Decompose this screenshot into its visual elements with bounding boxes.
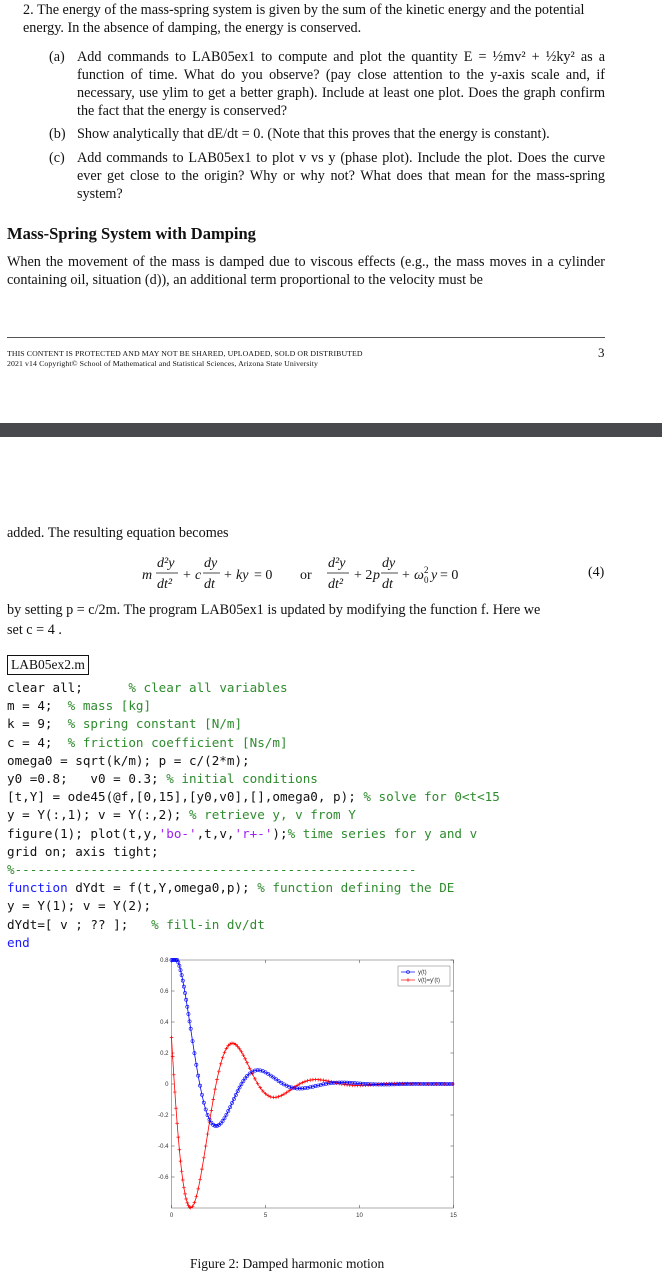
x-tick-label: 15 — [450, 1213, 457, 1219]
y-tick-label: 0.4 — [160, 1020, 169, 1026]
page-number: 3 — [598, 345, 605, 360]
code-line — [7, 843, 159, 861]
code-text: m = 4; — [7, 698, 68, 714]
code-line — [7, 788, 500, 806]
code-comment: % friction coefficient [Ns/m] — [67, 734, 288, 750]
code-line — [7, 879, 454, 897]
part-c-text: Add commands to LAB05ex1 to plot v vs y (phase plot). Include the plot. Does the curve ever get close to the origin? Why or why not? What does that mean for the mass-spring system? — [77, 150, 605, 202]
code-keyword: function — [7, 880, 68, 896]
code-line — [7, 861, 416, 879]
code-line — [7, 806, 356, 824]
section-paragraph: When the movement of the mass is damped due to viscous effects (e.g., the mass moves in a cylinder containing oil, situation (d)), an additional term proportional to the velocity must be — [7, 254, 605, 288]
footer-notice: THIS CONTENT IS PROTECTED AND MAY NOT BE SHARED, UPLOADED, SOLD OR DISTRIBUTED — [7, 349, 363, 358]
code-comment: %----------------------------------------------------- — [7, 862, 417, 877]
code-text: ,t,v, — [196, 825, 235, 841]
equation-4 — [142, 553, 612, 595]
code-keyword: end — [7, 934, 30, 950]
page-separator — [0, 423, 662, 437]
code-line — [7, 916, 265, 934]
svg-text:ω: ω — [414, 568, 424, 583]
svg-text:c: c — [195, 568, 202, 583]
code-comment: % solve for 0<t<15 — [363, 789, 500, 805]
code-text: [t,Y] = ode45(@f,[0,15],[y0,v0],[],omega0, p); — [7, 789, 364, 805]
code-text: omega0 = sqrt(k/m); p = c/(2*m); — [7, 752, 250, 768]
code-text: y = Y(:,1); v = Y(:,2); — [7, 807, 189, 823]
part-c-label: (c) — [49, 150, 65, 166]
code-text: figure(1); plot(t,y, — [7, 825, 159, 841]
part-c — [49, 149, 605, 203]
item-2 — [23, 1, 613, 37]
svg-text:y: y — [431, 568, 438, 583]
svg-text:dy: dy — [382, 556, 396, 571]
code-comment: % retrieve y, v from Y — [188, 807, 356, 823]
code-comment: % function defining the DE — [257, 880, 455, 896]
intro-text: added. The resulting equation becomes — [7, 525, 229, 541]
figure-caption: Figure 2: Damped harmonic motion — [190, 1256, 385, 1271]
svg-text:+: + — [224, 568, 232, 583]
code-comment: % clear all variables — [128, 680, 288, 695]
x-tick-label: 10 — [356, 1213, 363, 1219]
equation-4-math — [142, 553, 482, 595]
legend-label: y(t) — [418, 970, 427, 976]
svg-text:dt²: dt² — [157, 577, 173, 592]
svg-text:+: + — [402, 568, 410, 583]
code-string: 'r+-' — [234, 825, 273, 841]
svg-text:+ 2: + 2 — [354, 568, 373, 583]
code-text: ); — [272, 825, 288, 841]
after-equation-line-2: set c = 4 . — [7, 622, 62, 638]
item-2-text: The energy of the mass-spring system is given by the sum of the kinetic energy and the potential energy. In the absence of damping, the energy is conserved. — [23, 2, 585, 36]
code-text: dYdt = f(t,Y,omega0,p); — [67, 880, 258, 896]
svg-text:dt²: dt² — [328, 577, 344, 592]
code-text: y = Y(1); v = Y(2); — [7, 898, 152, 914]
code-line — [7, 897, 151, 915]
section-title: Mass-Spring System with Damping — [7, 224, 256, 243]
y-tick-label: 0.6 — [160, 989, 169, 995]
code-text: clear all; — [7, 680, 129, 695]
legend-label: v(t)=y'(t) — [418, 978, 440, 984]
code-line — [7, 679, 288, 697]
part-a-text: Add commands to LAB05ex1 to compute and plot the quantity E = ½mv² + ½ky² as a function of time. What do you observe? (pay close attention to the y-axis scale and, if necessary, use ylim to get a better graph). Include at least one plot. Does the graph confirm the fact that the energy is conserved? — [77, 49, 605, 119]
item-2-number: 2. — [23, 2, 34, 18]
code-text: dYdt=[ v ; ?? ]; — [7, 916, 152, 932]
code-comment: % initial conditions — [166, 771, 318, 786]
svg-text:d²y: d²y — [157, 556, 175, 571]
code-line — [7, 934, 30, 952]
svg-text:2: 2 — [424, 565, 429, 575]
code-line — [7, 770, 318, 788]
code-text: y0 =0.8; v0 = 0.3; — [7, 771, 167, 786]
part-b — [49, 125, 619, 143]
svg-text:+: + — [183, 568, 191, 583]
footer-copyright: 2021 v14 Copyright© School of Mathematical and Statistical Sciences, Arizona State University — [7, 359, 319, 368]
part-b-text: Show analytically that dE/dt = 0. (Note that this proves that the energy is constant). — [77, 126, 550, 142]
part-a-label: (a) — [49, 49, 65, 65]
code-text: k = 9; — [7, 716, 68, 732]
after-equation-line-1: by setting p = c/2m. The program LAB05ex1 is updated by modifying the function f. Here we — [7, 602, 541, 618]
file-label: LAB05ex2.m — [7, 655, 89, 675]
x-tick-label: 5 — [263, 1213, 268, 1219]
svg-text:dy: dy — [204, 556, 218, 571]
svg-text:d²y: d²y — [328, 556, 346, 571]
code-comment: % time series for y and v — [287, 825, 478, 841]
part-b-label: (b) — [49, 126, 66, 142]
code-line — [7, 752, 250, 770]
y-tick-label: -0.2 — [158, 1113, 169, 1119]
y-tick-label: 0 — [165, 1082, 169, 1088]
code-line — [7, 697, 151, 715]
code-string: 'bo-' — [158, 825, 197, 841]
x-tick-label: 0 — [169, 1213, 174, 1219]
code-text: c = 4; — [7, 734, 68, 750]
code-comment: % fill-in dv/dt — [151, 916, 265, 932]
equation-number: (4) — [588, 565, 605, 580]
svg-text:m: m — [142, 568, 153, 583]
part-a — [49, 48, 605, 120]
y-tick-label: -0.6 — [158, 1175, 169, 1181]
code-comment: % spring constant [N/m] — [67, 716, 243, 732]
code-comment: % mass [kg] — [67, 698, 152, 714]
code-text: grid on; axis tight; — [7, 843, 159, 859]
footer-rule — [7, 337, 605, 338]
footer — [7, 349, 363, 369]
code-line — [7, 715, 242, 733]
svg-text:ky: ky — [236, 568, 249, 583]
svg-text:p: p — [373, 568, 380, 583]
damped-motion-chart — [150, 950, 470, 1225]
y-tick-label: 0.2 — [160, 1051, 169, 1057]
code-line — [7, 734, 288, 752]
svg-text:dt: dt — [204, 577, 215, 592]
svg-text:= 0: = 0 — [254, 568, 273, 583]
y-tick-label: 0.8 — [160, 958, 169, 964]
svg-text:dt: dt — [382, 577, 393, 592]
code-line — [7, 825, 477, 843]
svg-text:0: 0 — [424, 575, 429, 585]
svg-text:= 0: = 0 — [440, 568, 459, 583]
equation-or: or — [300, 568, 312, 583]
y-tick-label: -0.4 — [158, 1144, 169, 1150]
